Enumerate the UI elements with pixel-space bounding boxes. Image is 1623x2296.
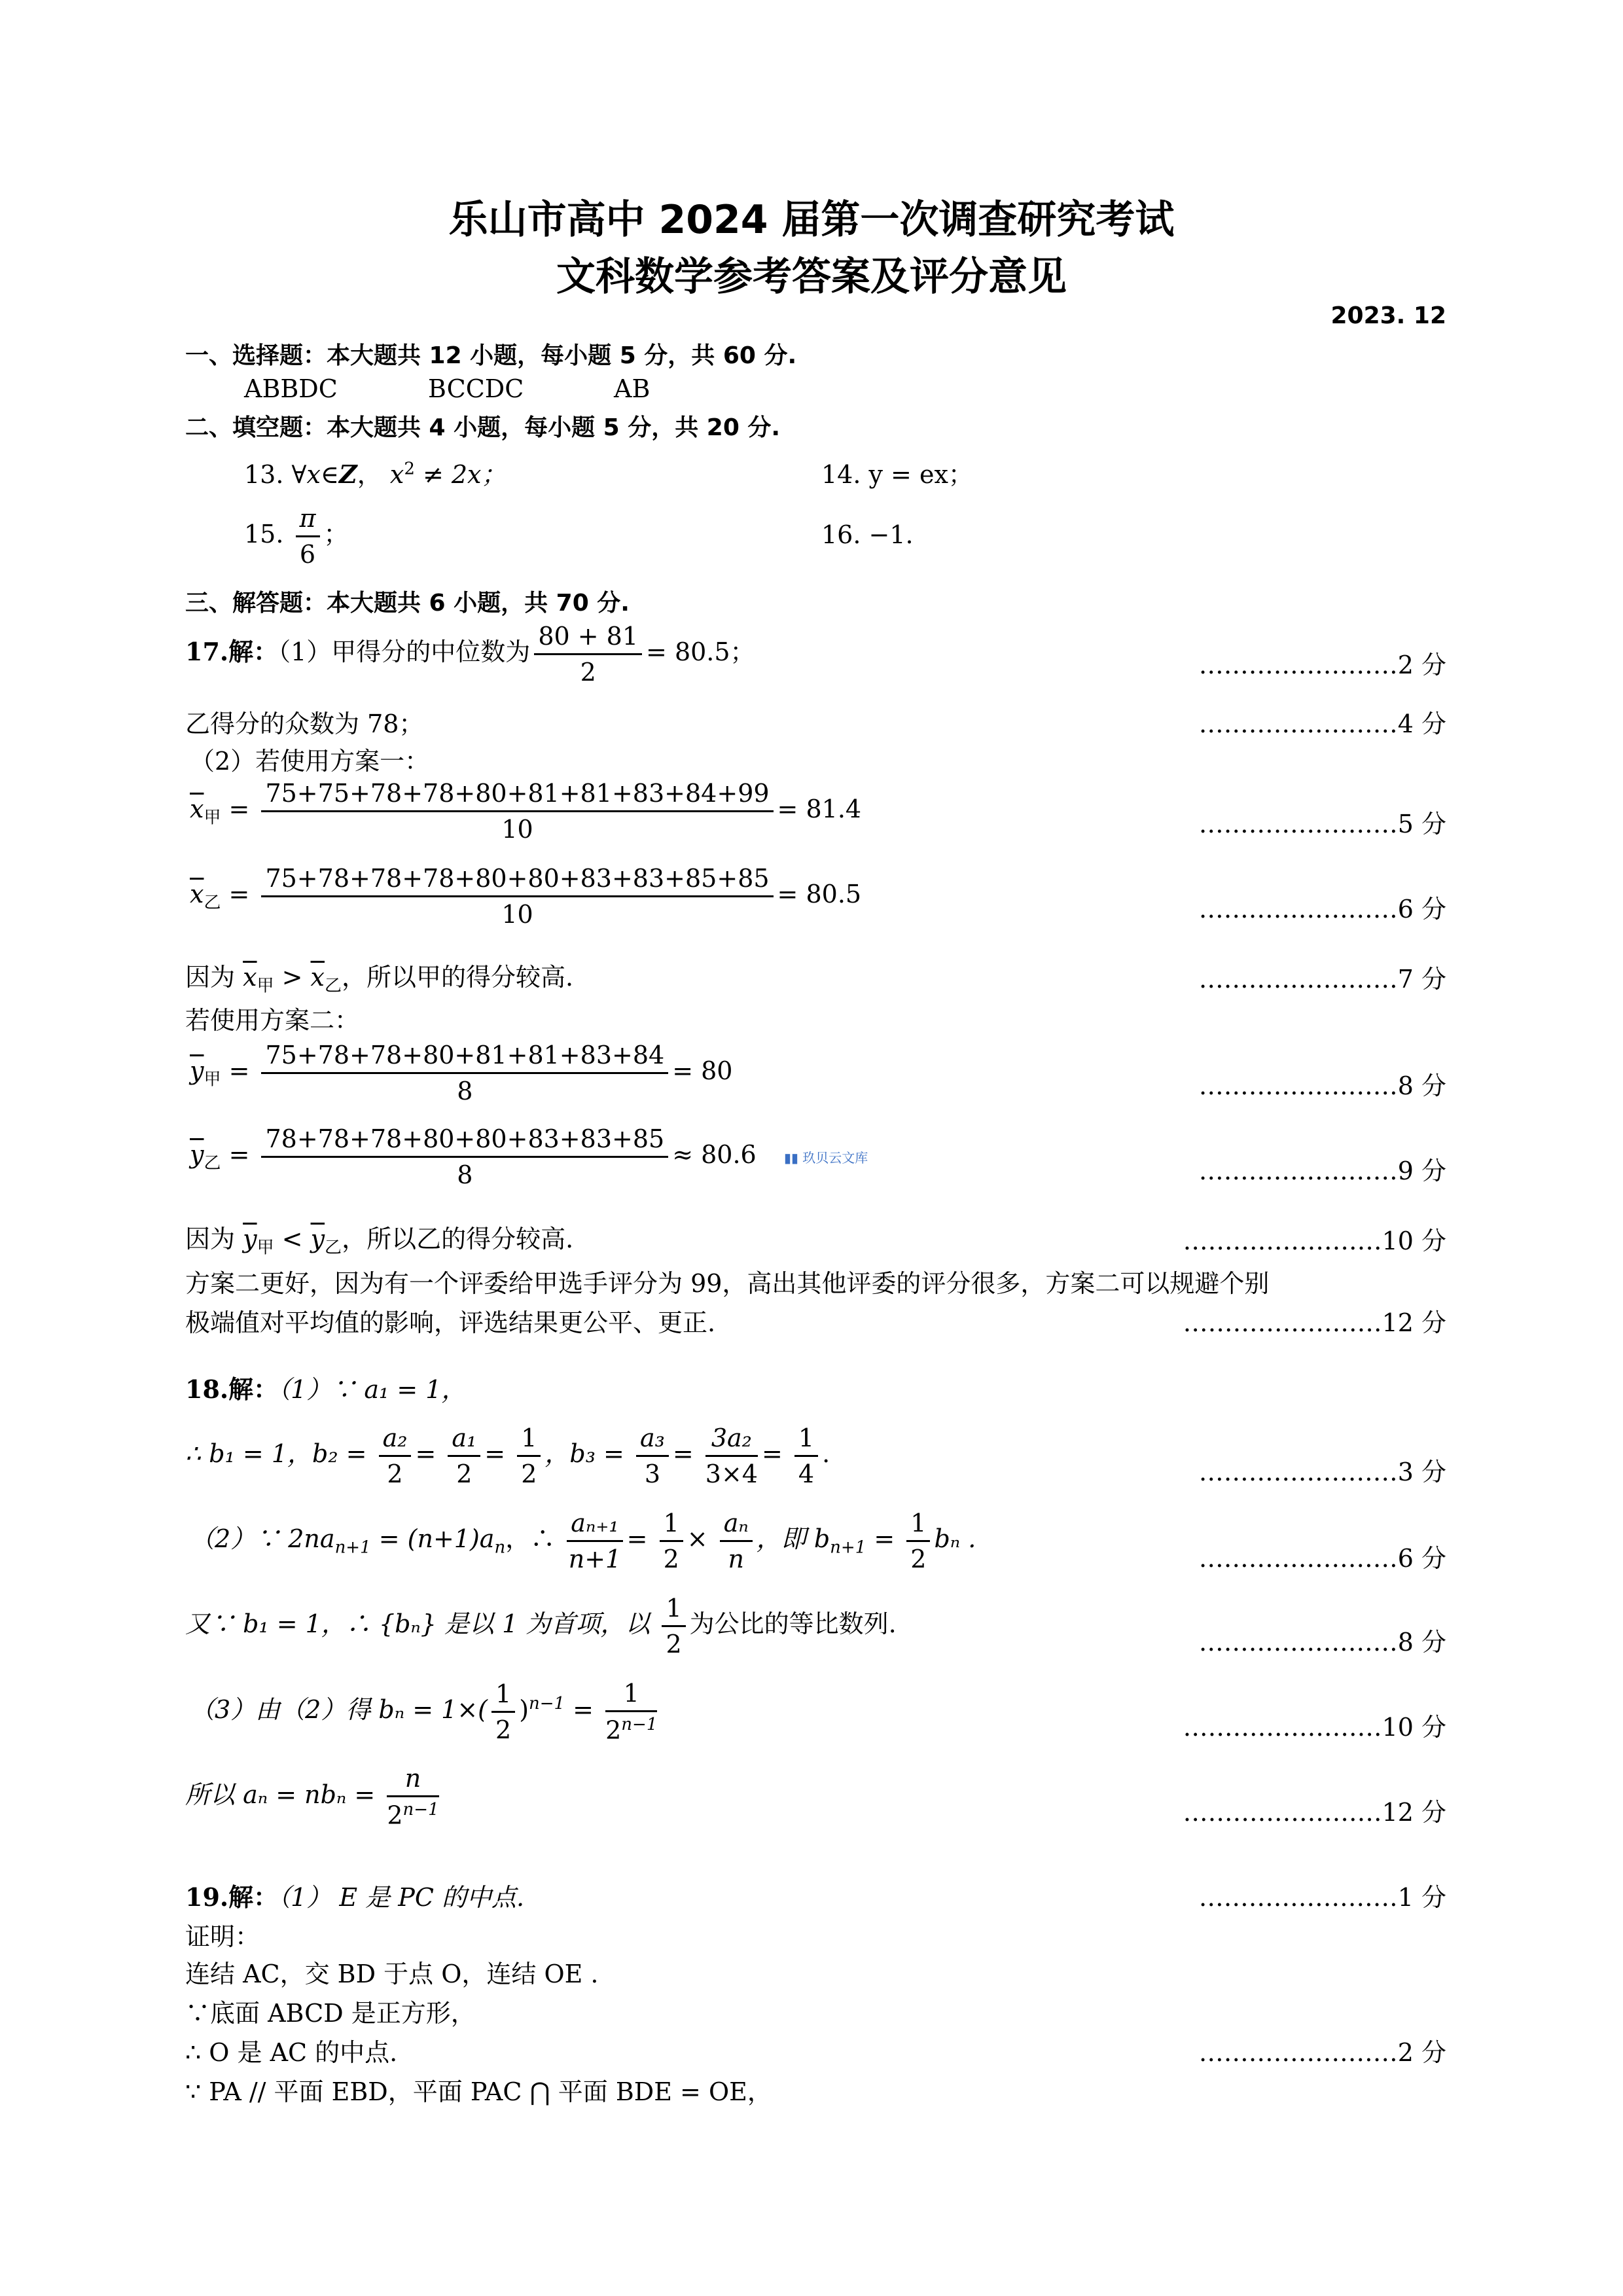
q17-line3: （2）若使用方案一： <box>190 747 430 776</box>
score-5: ……………………5 分 <box>1198 810 1446 838</box>
answer-group-2: BCCDC <box>428 374 524 403</box>
q19-line5: ∴ O 是 AC 的中点. <box>185 2038 398 2067</box>
q17-mean-yi-2: $\overline{y}_乙$ = $\frac{78+78+78+80+80+83+83+85}{8}$ ≈ 80.6 ▮▮ 玖贝云文库 <box>190 1124 868 1189</box>
score-9: ……………………9 分 <box>1198 1157 1446 1185</box>
score-10b: ……………………10 分 <box>1183 1713 1446 1742</box>
answer-group-1: ABBDC <box>244 374 338 403</box>
q18-line3: （2）∵ $2na_{n+1} = (n+1)a_n$，∴ $\frac{\text{aₙ₊₁}}{n+1}$ = $\frac{1}{2}$ × $\frac{\text{aₙ}}{n}$ ，即 $b_{n+1}$ = $\frac{1}{2}$ bₙ . <box>190 1509 976 1573</box>
q18-line5: （3）由（2）得 bₙ = 1×( $\frac{1}{2}$ )$^{n-1}$ = $\frac{1}{2^{n-1}}$ <box>190 1679 658 1745</box>
section3-heading: 三、解答题：本大题共 6 小题，共 70 分. <box>185 590 630 617</box>
date: 2023. 12 <box>1330 302 1446 329</box>
page-subtitle: 文科数学参考答案及评分意见 <box>556 254 1067 300</box>
q18-line1: 18.解：（1）∵ a₁ = 1， <box>185 1374 467 1404</box>
score-2: ……………………2 分 <box>1198 651 1446 679</box>
answer-group-3: AB <box>614 374 651 403</box>
score-12: ……………………12 分 <box>1183 1308 1446 1337</box>
q17-line8: 极端值对平均值的影响，评选结果更公平、更正. <box>185 1308 716 1337</box>
answer-q13: 13. ∀x∈Z， $x^2 \ne 2x$； <box>244 459 507 489</box>
section2-heading: 二、填空题：本大题共 4 小题，每小题 5 分，共 20 分. <box>185 414 781 441</box>
q19-line1: 19.解：（1） E 是 PC 的中点. <box>185 1882 525 1912</box>
q17-compare-1: 因为 $\overline{x}_甲 > \overline{x}_乙$，所以甲的得分较高. <box>185 963 574 996</box>
q17-mean-jia-2: $\overline{y}_甲$ = $\frac{75+78+78+80+81+81+83+84}{8}$ = 80 <box>190 1041 733 1105</box>
q17-line1: 17.解：（1）甲得分的中位数为 $\frac{80 + 81}{2}$ = 80.5； <box>185 622 755 687</box>
q18-line4: 又∵ b₁ = 1，∴ {bₙ} 是以 1 为首项，以 $\frac{1}{2}$ 为公比的等比数列. <box>185 1594 897 1659</box>
score-10: ……………………10 分 <box>1183 1227 1446 1255</box>
score-6b: ……………………6 分 <box>1198 1544 1446 1573</box>
section1-heading: 一、选择题：本大题共 12 小题，每小题 5 分，共 60 分. <box>185 342 797 369</box>
q19-line3: 连结 AC，交 BD 于点 O，连结 OE . <box>185 1960 599 1988</box>
score-8: ……………………8 分 <box>1198 1071 1446 1100</box>
score-7: ……………………7 分 <box>1198 965 1446 994</box>
score-1: ……………………1 分 <box>1198 1883 1446 1912</box>
q17-mean-jia-1: $\overline{x}_甲$ = $\frac{75+75+78+78+80+81+81+83+84+99}{10}$ = 81.4 <box>190 779 862 844</box>
score-3: ……………………3 分 <box>1198 1458 1446 1486</box>
q17-compare-2: 因为 $\overline{y}_甲 < \overline{y}_乙$，所以乙的得分较高. <box>185 1225 574 1258</box>
score-6: ……………………6 分 <box>1198 895 1446 924</box>
answer-q15: 15. $\frac{\pi}{6}$ ； <box>244 504 349 569</box>
q18-line2: ∴ b₁ = 1，b₂ = $\frac{\text{a₂}}{2}$ = $\frac{\text{a₁}}{2}$ = $\frac{1}{2}$ ，b₃ = $\frac{\text{a₃}}{3}$ = $\frac{\text{3a₂}}{3\times 4}$ = $\frac{1}{4}$ . <box>185 1424 830 1488</box>
score-2b: ……………………2 分 <box>1198 2038 1446 2067</box>
score-4: ……………………4 分 <box>1198 709 1446 738</box>
score-12b: ……………………12 分 <box>1183 1798 1446 1827</box>
score-8b: ……………………8 分 <box>1198 1628 1446 1657</box>
q19-line6: ∵ PA // 平面 EBD，平面 PAC ⋂ 平面 BDE = OE， <box>185 2077 772 2106</box>
q17-line2: 乙得分的众数为 78； <box>185 709 424 738</box>
answer-q14: 14. y = ex； <box>821 460 973 489</box>
q17-line7: 方案二更好，因为有一个评委给甲选手评分为 99，高出其他评委的评分很多，方案二可以规避个别 <box>185 1269 1270 1298</box>
watermark-logo: ▮▮ 玖贝云文库 <box>783 1150 868 1166</box>
q17-line5: 若使用方案二： <box>185 1006 360 1035</box>
q18-line6: 所以 aₙ = nbₙ = $\frac{n}{2^{n-1}}$ <box>185 1764 439 1830</box>
q19-line2: 证明： <box>185 1922 260 1951</box>
q19-line4: ∵底面 ABCD 是正方形， <box>185 1999 476 2028</box>
page-title: 乐山市高中 2024 届第一次调查研究考试 <box>448 197 1175 243</box>
q17-mean-yi-1: $\overline{x}_乙$ = $\frac{75+78+78+78+80+80+83+83+85+85}{10}$ = 80.5 <box>190 864 862 929</box>
answer-q16: 16. −1. <box>821 520 914 549</box>
